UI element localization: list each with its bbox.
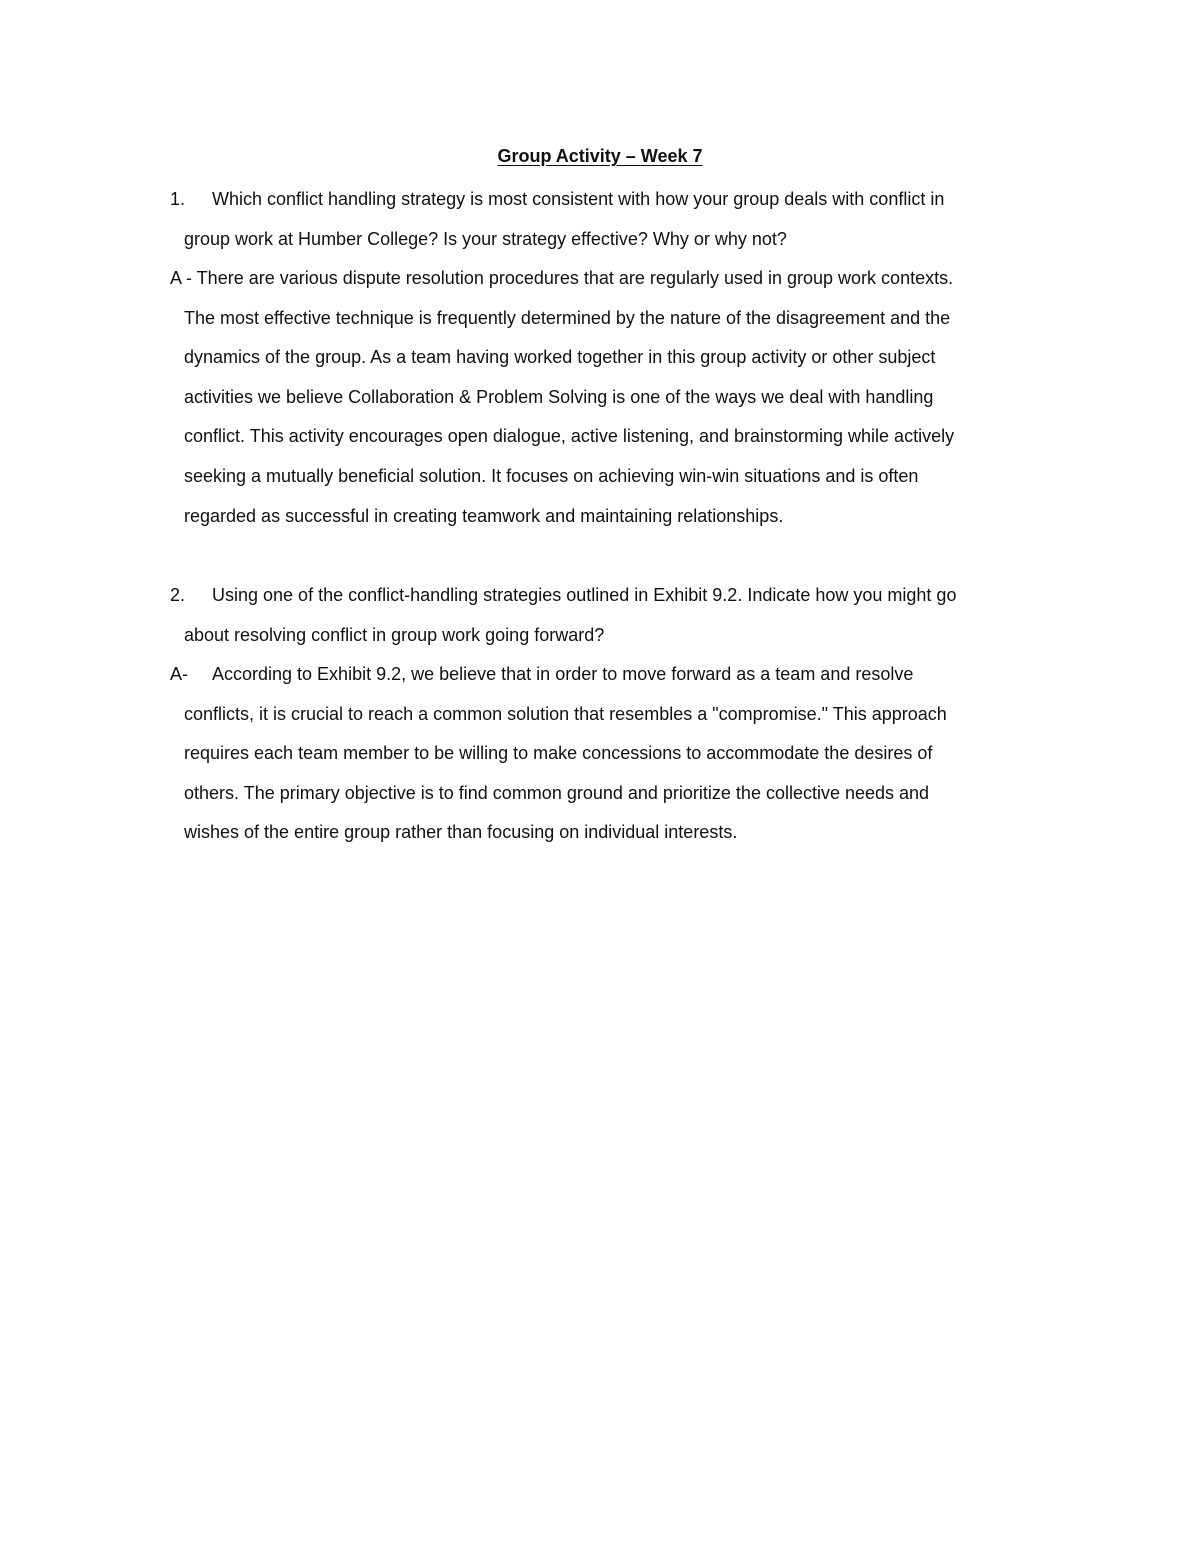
answer-2 [170, 655, 1050, 853]
answer-2-line-4: others. The primary objective is to find common ground and prioritize the collective needs and [184, 782, 930, 803]
answer-1-line-1: A - There are various dispute resolution procedures that are regularly used in group work contexts. [170, 268, 954, 288]
document-title: Group Activity – Week 7 [497, 146, 703, 166]
question-2-line-2: about resolving conflict in group work going forward? [184, 624, 605, 645]
answer-1-line-4: activities we believe Collaboration & Problem Solving is one of the ways we deal with handling [184, 386, 934, 407]
answer-2-text-1: According to Exhibit 9.2, we believe that in order to move forward as a team and resolve [212, 664, 914, 684]
question-1-text-1: Which conflict handling strategy is most consistent with how your group deals with conflict in [212, 189, 945, 209]
answer-1-line-3: dynamics of the group. As a team having worked together in this group activity or other subject [184, 347, 936, 368]
question-2-number: 2. [170, 585, 186, 605]
question-1 [170, 180, 1050, 259]
question-1-line-2: group work at Humber College? Is your strategy effective? Why or why not? [184, 228, 787, 249]
answer-1-line-7: regarded as successful in creating teamwork and maintaining relationships. [184, 505, 784, 526]
answer-2-marker: A- [170, 664, 188, 684]
answer-1 [170, 259, 1050, 536]
answer-2-line-5: wishes of the entire group rather than focusing on individual interests. [184, 822, 738, 843]
answer-1-line-2: The most effective technique is frequently determined by the nature of the disagreement and the [184, 307, 951, 328]
answer-2-line-3: requires each team member to be willing to make concessions to accommodate the desires of [184, 743, 933, 764]
answer-1-line-5: conflict. This activity encourages open dialogue, active listening, and brainstorming while actively [184, 426, 955, 447]
question-2-line-1 [170, 576, 1050, 616]
question-2-text-1: Using one of the conflict-handling strategies outlined in Exhibit 9.2. Indicate how you might go [212, 585, 957, 605]
answer-2-line-2: conflicts, it is crucial to reach a common solution that resembles a "compromise." This approach [184, 703, 947, 724]
answer-2-line-1 [170, 655, 1050, 695]
question-2 [170, 576, 1050, 655]
question-1-number: 1. [170, 189, 186, 209]
question-1-line-1 [170, 180, 1050, 220]
answer-1-line-6: seeking a mutually beneficial solution. It focuses on achieving win-win situations and is often [184, 465, 919, 486]
